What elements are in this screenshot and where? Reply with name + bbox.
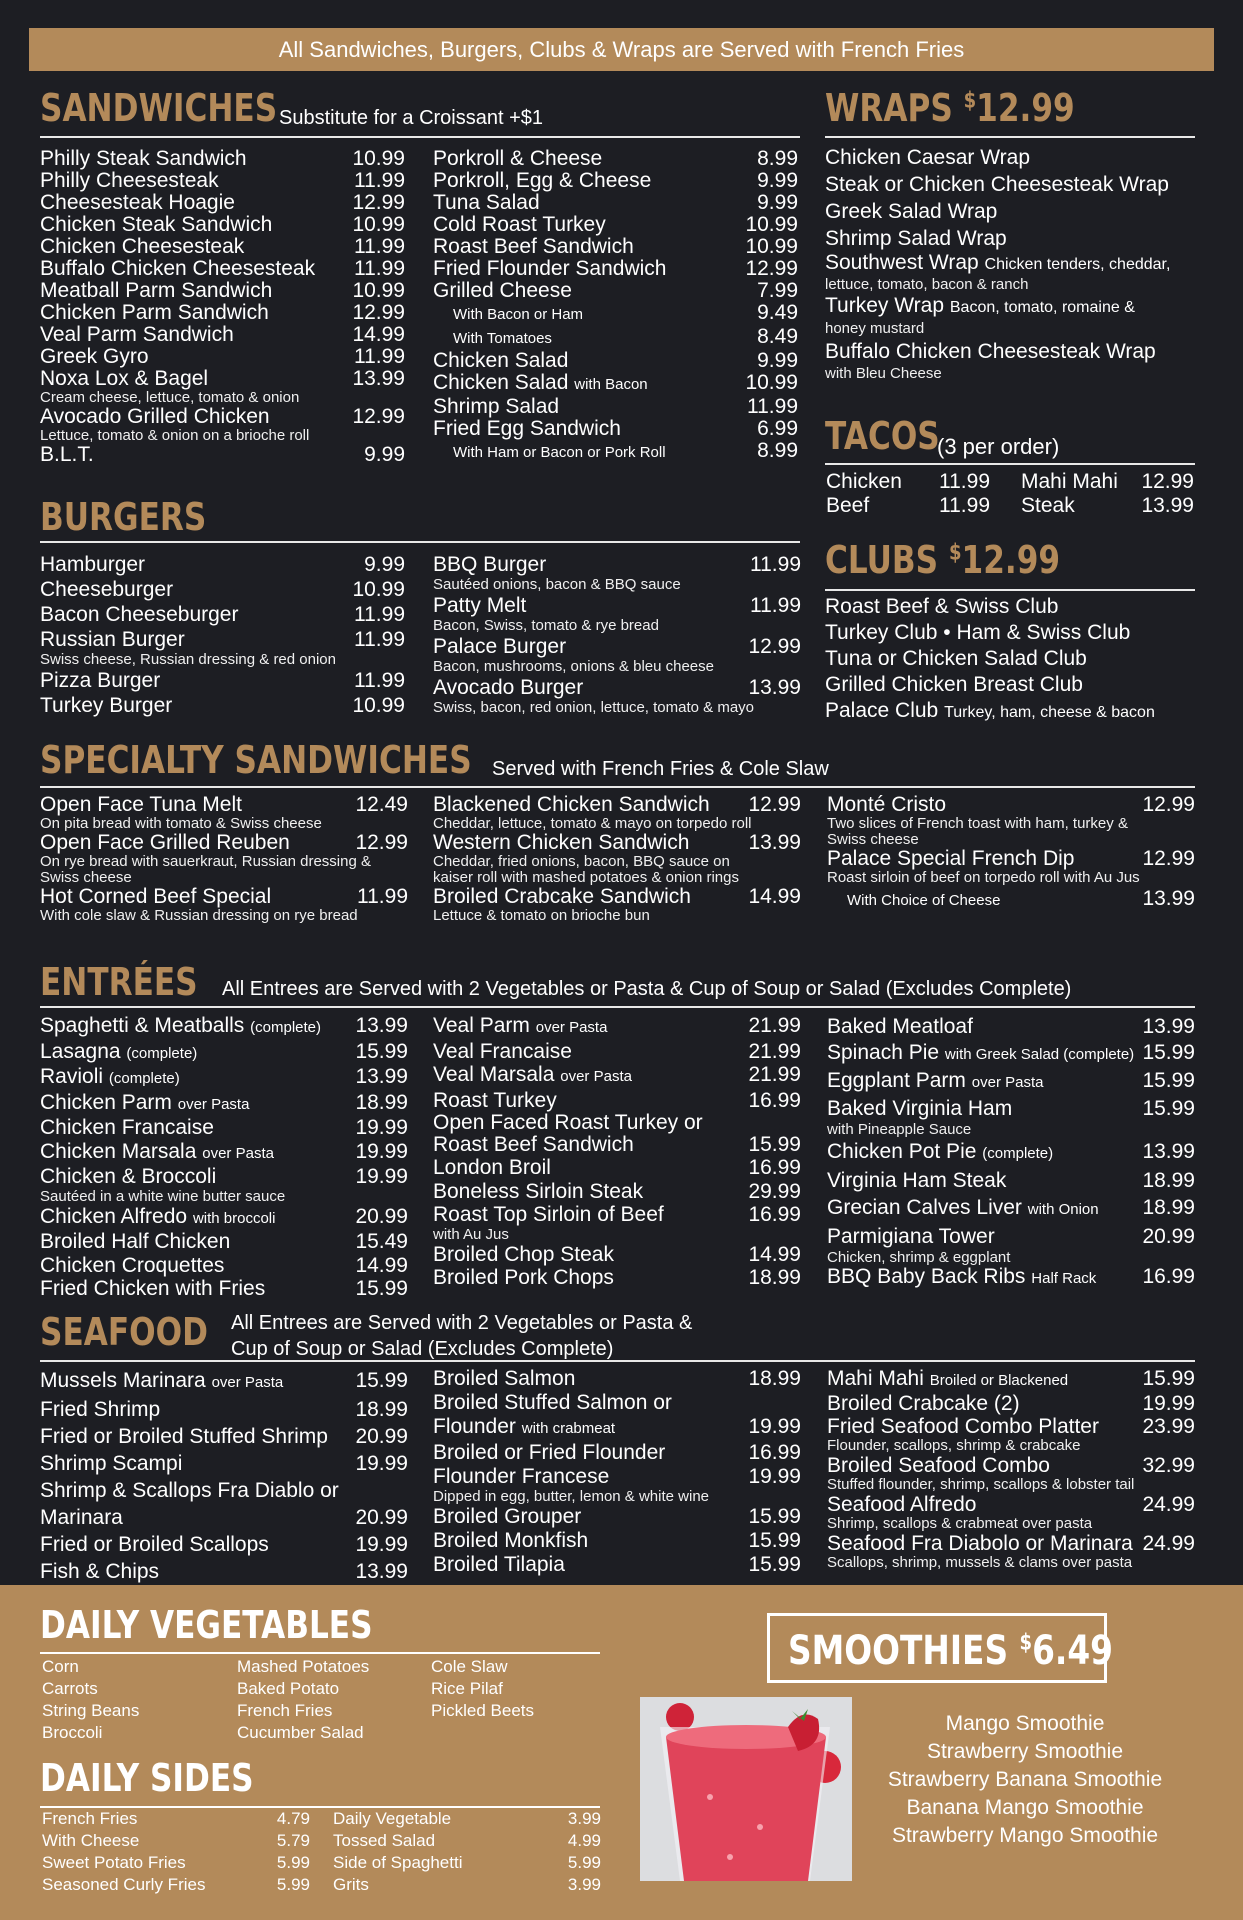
clubs-rule xyxy=(825,589,1195,591)
menu-item: Roast Beef Sandwich 15.99 xyxy=(433,1133,801,1156)
menu-item: Chicken Francaise 19.99 xyxy=(40,1116,408,1139)
menu-item: Veal Parm over Pasta 21.99 xyxy=(433,1014,801,1037)
menu-item: Noxa Lox & Bagel 13.99 xyxy=(40,367,405,390)
tacos-rule xyxy=(825,463,1195,465)
menu-item: Veal Marsala over Pasta 21.99 xyxy=(433,1063,801,1086)
menu-item: Patty Melt 11.99 xyxy=(433,594,801,617)
vegetables-rule xyxy=(40,1652,600,1654)
item-note: Cheddar, lettuce, tomato & mayo on torpedo roll xyxy=(433,815,752,832)
sandwiches-note: Substitute for a Croissant +$1 xyxy=(279,107,544,129)
side-item: Seasoned Curly Fries 5.99 xyxy=(42,1875,310,1894)
item-note: with Au Jus xyxy=(433,1225,509,1243)
menu-item: Chicken Pot Pie (complete) 13.99 xyxy=(827,1140,1195,1163)
menu-item: Broiled Crabcake (2) 19.99 xyxy=(827,1392,1195,1415)
menu-item: Buffalo Chicken Cheesesteak 11.99 xyxy=(40,257,405,280)
club-item: Roast Beef & Swiss Club xyxy=(825,595,1059,618)
item-note: Swiss cheese xyxy=(827,831,919,848)
club-item: Turkey Club • Ham & Swiss Club xyxy=(825,621,1131,644)
menu-item: Broiled or Fried Flounder 16.99 xyxy=(433,1441,801,1464)
vegetable-item: Rice Pilaf xyxy=(431,1679,503,1698)
seafood-col2 xyxy=(433,1367,801,1577)
menu-item: Lasagna (complete) 15.99 xyxy=(40,1039,408,1063)
banner-text: All Sandwiches, Burgers, Clubs & Wraps are Served with French Fries xyxy=(278,37,965,62)
menu-item: Palace Special French Dip 12.99 xyxy=(827,847,1195,870)
menu-item: Virginia Ham Steak 18.99 xyxy=(827,1169,1195,1192)
menu-item: Philly Cheesesteak 11.99 xyxy=(40,169,405,192)
menu-item: Veal Parm Sandwich 14.99 xyxy=(40,323,405,346)
side-item: Side of Spaghetti 5.99 xyxy=(333,1853,601,1872)
club-item: Tuna or Chicken Salad Club xyxy=(825,647,1087,670)
club-item: Palace Club Turkey, ham, cheese & bacon xyxy=(825,699,1155,722)
menu-item: Pizza Burger 11.99 xyxy=(40,669,405,692)
vegetable-item: Cucumber Salad xyxy=(237,1723,364,1742)
menu-item: Bacon Cheeseburger 11.99 xyxy=(40,603,405,626)
top-banner xyxy=(29,28,1214,71)
vegetable-item: Cole Slaw xyxy=(431,1657,508,1676)
item-note: Scallops, shrimp, mussels & clams over pasta xyxy=(827,1554,1133,1571)
wrap-item: Shrimp Salad Wrap xyxy=(825,227,1007,250)
vegetable-item: Corn xyxy=(42,1657,79,1676)
menu-item: Broiled Half Chicken 15.49 xyxy=(40,1230,408,1253)
item-note: with Pineapple Sauce xyxy=(827,1121,972,1138)
seafood-heading: SEAFOOD xyxy=(40,1310,208,1354)
vegetable-item: String Beans xyxy=(42,1701,140,1720)
menu-item: Porkroll & Cheese 8.99 xyxy=(433,147,798,170)
burgers-rule xyxy=(40,541,800,543)
specialty-col1 xyxy=(40,794,408,924)
tacos-heading: TACOS xyxy=(825,414,940,458)
menu-item: Flounder Francese 19.99 xyxy=(433,1465,801,1488)
smoothies-list xyxy=(860,1710,1190,1850)
menu-item: Broiled Pork Chops 18.99 xyxy=(433,1266,801,1289)
menu-item: Philly Steak Sandwich 10.99 xyxy=(40,147,405,170)
side-item: Sweet Potato Fries 5.99 xyxy=(42,1853,310,1872)
menu-item: Broiled Crabcake Sandwich 14.99 xyxy=(433,885,801,908)
vegetables-col1 xyxy=(42,1656,139,1744)
menu-item: Chicken Salad 9.99 xyxy=(433,349,798,372)
clubs-heading: CLUBS $12.99 xyxy=(825,538,1061,582)
menu-item: Roast Turkey 16.99 xyxy=(433,1088,801,1112)
vegetable-item: Pickled Beets xyxy=(431,1701,534,1720)
menu-item: Chicken Steak Sandwich 10.99 xyxy=(40,213,405,236)
menu-item: B.L.T. 9.99 xyxy=(40,443,405,466)
menu-item: Hot Corned Beef Special 11.99 xyxy=(40,885,408,908)
menu-item: With Tomatoes 8.49 xyxy=(453,325,798,348)
menu-item: Broiled Salmon 18.99 xyxy=(433,1367,801,1390)
menu-item: Broiled Chop Steak 14.99 xyxy=(433,1242,801,1266)
menu-item: Broiled Grouper 15.99 xyxy=(433,1505,801,1528)
vegetable-item: French Fries xyxy=(237,1701,333,1720)
menu-item: Shrimp Salad 11.99 xyxy=(433,395,798,418)
menu-item: Avocado Burger 13.99 xyxy=(433,676,801,699)
item-note: Chicken, shrimp & eggplant xyxy=(827,1249,1011,1266)
specialty-heading: SPECIALTY SANDWICHES xyxy=(40,738,472,782)
menu-item: With Choice of Cheese 13.99 xyxy=(847,887,1195,910)
entrees-col2 xyxy=(433,1014,801,1290)
menu-item: Fried Chicken with Fries 15.99 xyxy=(40,1277,408,1300)
item-note: Stuffed flounder, shrimp, scallops & lobster tail xyxy=(827,1476,1135,1493)
menu-item: Broiled Monkfish 15.99 xyxy=(433,1529,801,1552)
menu-item: Chicken & Broccoli 19.99 xyxy=(40,1165,408,1188)
specialty-rule xyxy=(40,786,1195,788)
sides-col1 xyxy=(42,1808,310,1896)
vegetable-item: Broccoli xyxy=(42,1723,103,1742)
vegetable-item: Carrots xyxy=(42,1679,98,1698)
menu-item: Chicken Cheesesteak 11.99 xyxy=(40,235,405,258)
wrap-item: Turkey Wrap Bacon, tomato, romaine & xyxy=(825,294,1135,317)
vegetables-heading: DAILY VEGETABLES xyxy=(40,1603,373,1647)
vegetables-col3 xyxy=(431,1656,534,1722)
item-note: On rye bread with sauerkraut, Russian dressing & xyxy=(40,853,371,870)
avocado-note: Lettuce, tomato & onion on a brioche roll xyxy=(40,427,310,444)
menu-item: Veal Francaise 21.99 xyxy=(433,1039,801,1063)
wrap-item: Chicken Caesar Wrap xyxy=(825,146,1031,169)
smoothies-title-box xyxy=(767,1613,1114,1683)
menu-item: Chicken Parm Sandwich 12.99 xyxy=(40,301,405,324)
menu-item: Chicken Alfredo with broccoli 20.99 xyxy=(40,1204,408,1228)
club-item: Grilled Chicken Breast Club xyxy=(825,673,1083,696)
menu-item: Cheeseburger 10.99 xyxy=(40,578,405,601)
taco-row: Beef 11.99 Steak 13.99 xyxy=(826,494,1194,517)
wraps-list xyxy=(825,144,1205,382)
menu-item: Fried or Broiled Scallops 19.99 xyxy=(40,1533,408,1556)
menu-item: Monté Cristo 12.99 xyxy=(827,793,1195,816)
menu-item: Chicken Parm over Pasta 18.99 xyxy=(40,1090,408,1114)
menu-item: Fish & Chips 13.99 xyxy=(40,1560,408,1583)
smoothie-glass-icon xyxy=(640,1697,852,1881)
menu-item: Greek Gyro 11.99 xyxy=(40,345,405,368)
menu-item: BBQ Baby Back Ribs Half Rack 16.99 xyxy=(827,1265,1195,1288)
smoothie-item: Strawberry Smoothie xyxy=(926,1740,1124,1763)
menu-item: Blackened Chicken Sandwich 12.99 xyxy=(433,793,801,816)
menu-item: Turkey Burger 10.99 xyxy=(40,694,405,717)
menu-item: Seafood Fra Diabolo or Marinara 24.99 xyxy=(827,1532,1195,1555)
menu-item: Porkroll, Egg & Cheese 9.99 xyxy=(433,169,798,192)
item-note: Swiss cheese, Russian dressing & red onion xyxy=(40,651,336,668)
menu-item: Seafood Alfredo 24.99 xyxy=(827,1493,1195,1516)
menu-item: Mahi Mahi Broiled or Blackened 15.99 xyxy=(827,1367,1195,1390)
menu-item: Cheesesteak Hoagie 12.99 xyxy=(40,191,405,214)
side-item: Grits 3.99 xyxy=(333,1875,601,1894)
vegetables-col2 xyxy=(237,1656,369,1744)
item-note: Two slices of French toast with ham, turkey & xyxy=(827,815,1128,832)
item-note: Bacon, mushrooms, onions & bleu cheese xyxy=(433,658,714,675)
menu-item: With Bacon or Ham 9.49 xyxy=(453,301,798,324)
menu-item: Shrimp & Scallops Fra Diablo or xyxy=(40,1479,339,1502)
item-note: Roast sirloin of beef on torpedo roll with Au Jus xyxy=(827,869,1140,886)
clubs-list xyxy=(825,594,1205,726)
side-item: Tossed Salad 4.99 xyxy=(333,1831,601,1850)
menu-item: Parmigiana Tower 20.99 xyxy=(827,1225,1195,1248)
menu-item: Roast Top Sirloin of Beef 16.99 xyxy=(433,1203,801,1226)
menu-item: Russian Burger 11.99 xyxy=(40,628,405,651)
menu-item: Avocado Grilled Chicken 12.99 xyxy=(40,405,405,428)
burgers-heading: BURGERS xyxy=(40,495,207,539)
item-note: Flounder, scallops, shrimp & crabcake xyxy=(827,1437,1081,1454)
menu-item: Baked Meatloaf 13.99 xyxy=(827,1015,1195,1038)
seafood-col1 xyxy=(40,1367,408,1585)
sandwiches-rule xyxy=(40,136,800,138)
menu-item: Open Face Tuna Melt 12.49 xyxy=(40,793,408,816)
menu-item: Fried Shrimp 18.99 xyxy=(40,1398,408,1421)
sandwiches-col1 xyxy=(40,148,405,466)
menu-item: Chicken Croquettes 14.99 xyxy=(40,1253,408,1277)
menu-item: Open Face Grilled Reuben 12.99 xyxy=(40,831,408,854)
menu-item: Ravioli (complete) 13.99 xyxy=(40,1065,408,1088)
menu-item: Hamburger 9.99 xyxy=(40,553,405,576)
menu-item: Meatball Parm Sandwich 10.99 xyxy=(40,279,405,302)
entrees-note: All Entrees are Served with 2 Vegetables or Pasta & Cup of Soup or Salad (Excludes Complete) xyxy=(222,978,1072,1000)
sandwiches-col2 xyxy=(433,148,798,464)
smoothies-heading: SMOOTHIES $6.49 xyxy=(788,1628,1114,1674)
menu-item: Fried Egg Sandwich 6.99 xyxy=(433,417,798,440)
smoothie-photo xyxy=(640,1697,852,1881)
vegetable-item: Baked Potato xyxy=(237,1679,340,1698)
wrap-item: Steak or Chicken Cheesesteak Wrap xyxy=(825,173,1169,196)
item-note: On pita bread with tomato & Swiss cheese xyxy=(40,815,322,832)
item-note: Swiss, bacon, red onion, lettuce, tomato & mayo xyxy=(433,699,754,716)
menu-item: London Broil 16.99 xyxy=(433,1156,801,1179)
menu-item: Open Faced Roast Turkey or xyxy=(433,1111,703,1134)
menu-item: Roast Beef Sandwich 10.99 xyxy=(433,235,798,258)
tacos-note: (3 per order) xyxy=(937,434,1060,459)
item-note: Shrimp, scallops & crabmeat over pasta xyxy=(827,1515,1093,1532)
wrap-note: with Bleu Cheese xyxy=(825,365,942,382)
item-note: Dipped in egg, butter, lemon & white wine xyxy=(433,1488,709,1505)
item-note: kaiser roll with mashed potatoes & onion rings xyxy=(433,869,739,886)
menu-item: Fried Flounder Sandwich 12.99 xyxy=(433,257,798,280)
menu-item: With Ham or Bacon or Pork Roll 8.99 xyxy=(453,439,798,462)
wrap-item: Greek Salad Wrap xyxy=(825,200,998,223)
menu-item: Marinara 20.99 xyxy=(40,1506,408,1529)
menu-item: Boneless Sirloin Steak 29.99 xyxy=(433,1179,801,1203)
menu-item: Mussels Marinara over Pasta 15.99 xyxy=(40,1369,408,1392)
sandwiches-heading: SANDWICHES xyxy=(40,86,278,130)
seafood-note: All Entrees are Served with 2 Vegetables or Pasta & Cup of Soup or Salad (Excludes Complete) xyxy=(231,1312,693,1360)
smoothie-item: Strawberry Banana Smoothie xyxy=(887,1768,1163,1791)
menu-item: Grilled Cheese 7.99 xyxy=(433,279,798,302)
wrap-note: honey mustard xyxy=(825,320,925,337)
item-note: Cheddar, fried onions, bacon, BBQ sauce on xyxy=(433,853,730,870)
item-note: Lettuce & tomato on brioche bun xyxy=(433,907,650,924)
specialty-note: Served with French Fries & Cole Slaw xyxy=(492,758,829,780)
menu-item: Spaghetti & Meatballs (complete) 13.99 xyxy=(40,1014,408,1037)
item-note: With cole slaw & Russian dressing on rye bread xyxy=(40,907,358,924)
menu-item: Chicken Marsala over Pasta 19.99 xyxy=(40,1139,408,1163)
smoothie-item: Banana Mango Smoothie xyxy=(906,1796,1144,1819)
tacos-table xyxy=(826,470,1196,518)
menu-item: Shrimp Scampi 19.99 xyxy=(40,1452,408,1475)
menu-item: Fried Seafood Combo Platter 23.99 xyxy=(827,1415,1195,1438)
item-note: Sautéed onions, bacon & BBQ sauce xyxy=(433,576,681,593)
menu-item: Fried or Broiled Stuffed Shrimp 20.99 xyxy=(40,1425,408,1448)
sides-col2 xyxy=(333,1808,601,1896)
wraps-heading: WRAPS $12.99 xyxy=(825,86,1075,130)
menu-item: Flounder with crabmeat 19.99 xyxy=(433,1415,801,1438)
side-item: With Cheese 5.79 xyxy=(42,1831,310,1850)
item-note: Bacon, Swiss, tomato & rye bread xyxy=(433,617,659,634)
item-note: Swiss cheese xyxy=(40,869,132,886)
wrap-note: lettuce, tomato, bacon & ranch xyxy=(825,276,1029,293)
specialty-col3 xyxy=(827,794,1195,912)
wrap-item: Buffalo Chicken Cheesesteak Wrap xyxy=(825,340,1156,363)
menu-item: Baked Virginia Ham 15.99 xyxy=(827,1097,1195,1120)
menu-item: Grecian Calves Liver with Onion 18.99 xyxy=(827,1196,1195,1219)
menu-item: Cold Roast Turkey 10.99 xyxy=(433,213,798,236)
menu-item: Tuna Salad 9.99 xyxy=(433,191,798,214)
vegetable-item: Mashed Potatoes xyxy=(237,1657,370,1676)
seafood-col3 xyxy=(827,1367,1195,1571)
menu-item: Broiled Stuffed Salmon or xyxy=(433,1391,672,1414)
specialty-col2 xyxy=(433,794,801,924)
entrees-col3 xyxy=(827,1014,1195,1290)
menu-item: Chicken Salad with Bacon 10.99 xyxy=(433,371,798,394)
side-item: French Fries 4.79 xyxy=(42,1809,310,1828)
menu-item: Western Chicken Sandwich 13.99 xyxy=(433,831,801,854)
lox-note: Cream cheese, lettuce, tomato & onion xyxy=(40,389,300,406)
menu-item: BBQ Burger 11.99 xyxy=(433,553,801,576)
entrees-heading: ENTRÉES xyxy=(40,960,198,1004)
burgers-col2 xyxy=(433,552,801,716)
wrap-item: Southwest Wrap Chicken tenders, cheddar, xyxy=(825,251,1171,274)
smoothie-item: Mango Smoothie xyxy=(945,1712,1105,1735)
menu-item: Spinach Pie with Greek Salad (complete) 15.99 xyxy=(827,1041,1195,1064)
menu-item: Palace Burger 12.99 xyxy=(433,635,801,658)
item-note: Sautéed in a white wine butter sauce xyxy=(40,1187,286,1205)
side-item: Daily Vegetable 3.99 xyxy=(333,1809,601,1828)
menu-item: Broiled Tilapia 15.99 xyxy=(433,1553,801,1576)
sides-heading: DAILY SIDES xyxy=(40,1756,254,1800)
seafood-rule xyxy=(40,1360,1195,1362)
wraps-rule xyxy=(825,136,1195,138)
menu-item: Eggplant Parm over Pasta 15.99 xyxy=(827,1069,1195,1092)
taco-row: Chicken 11.99 Mahi Mahi 12.99 xyxy=(826,470,1194,493)
smoothie-item: Strawberry Mango Smoothie xyxy=(891,1824,1159,1847)
entrees-rule xyxy=(40,1006,1195,1008)
entrees-col1 xyxy=(40,1014,408,1301)
burgers-col1 xyxy=(40,552,405,718)
menu-item: Broiled Seafood Combo 32.99 xyxy=(827,1454,1195,1477)
